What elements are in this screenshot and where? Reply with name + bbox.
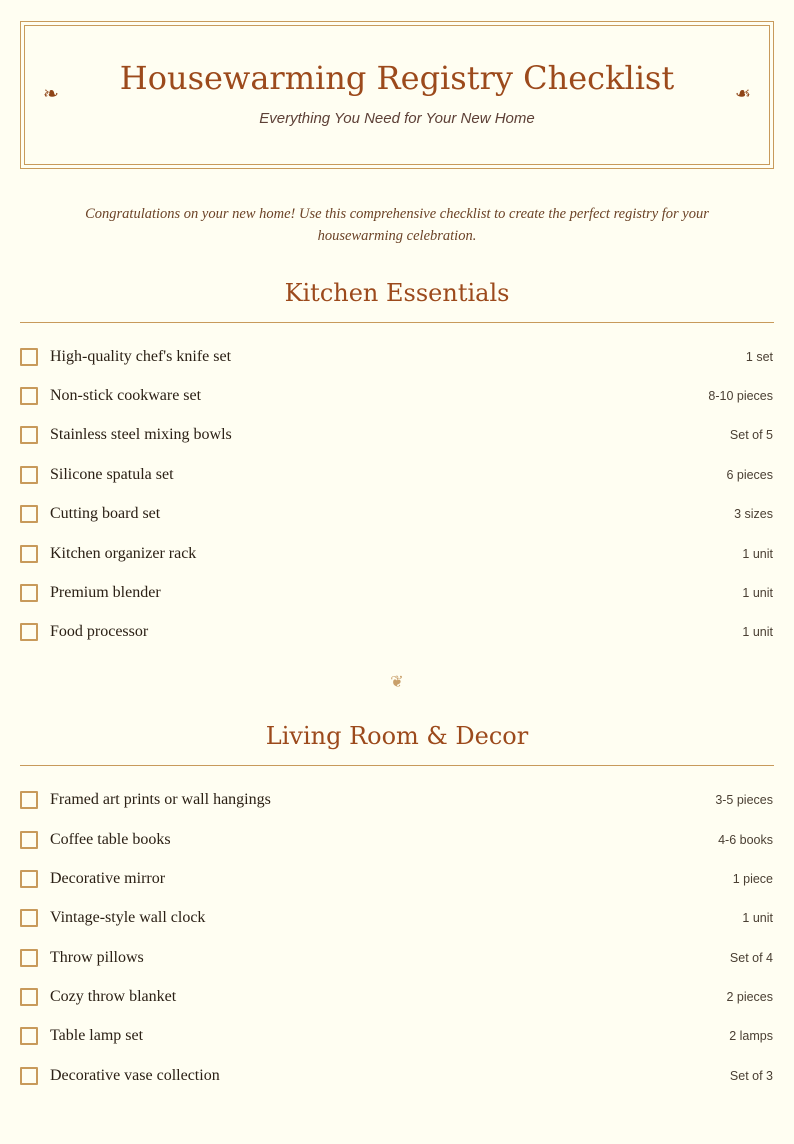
item-checkbox[interactable] <box>20 949 38 967</box>
floral-heart-icon: ❧ <box>43 83 59 105</box>
item-label: Throw pillows <box>50 948 144 966</box>
list-item <box>20 1066 774 1086</box>
item-label: Vintage-style wall clock <box>50 909 206 927</box>
intro-paragraph: Congratulations on your new home! Use this comprehensive checklist to create the perfect registry for your housewarming celebration. <box>85 205 709 244</box>
item-label: Non-stick cookware set <box>50 386 202 404</box>
item-label: Cutting board set <box>50 505 161 523</box>
item-label: Food processor <box>50 623 149 641</box>
section <box>20 722 774 1086</box>
list-item <box>20 347 774 367</box>
list-item <box>20 790 774 810</box>
list-item <box>20 987 774 1007</box>
item-checkbox[interactable] <box>20 348 38 366</box>
item-checkbox[interactable] <box>20 909 38 927</box>
list-item <box>20 425 774 445</box>
list-item <box>20 583 774 603</box>
list-item <box>20 830 774 850</box>
item-label: Table lamp set <box>50 1027 144 1045</box>
item-label: High-quality chef's knife set <box>50 347 232 365</box>
list-item <box>20 948 774 968</box>
item-checkbox[interactable] <box>20 426 38 444</box>
item-checkbox[interactable] <box>20 545 38 563</box>
item-checkbox[interactable] <box>20 870 38 888</box>
item-quantity: Set of 3 <box>729 1068 773 1083</box>
item-checkbox[interactable] <box>20 1027 38 1045</box>
item-label: Kitchen organizer rack <box>50 544 197 562</box>
item-quantity: 8-10 pieces <box>708 388 773 403</box>
floral-heart-icon: ❧ <box>735 83 751 105</box>
item-checkbox[interactable] <box>20 988 38 1006</box>
item-label: Framed art prints or wall hangings <box>50 791 271 809</box>
section-rule <box>20 322 774 323</box>
list-item <box>20 544 774 564</box>
item-label: Premium blender <box>50 583 161 601</box>
item-checkbox[interactable] <box>20 791 38 809</box>
item-quantity: 2 pieces <box>726 990 773 1005</box>
item-label: Decorative mirror <box>50 869 166 887</box>
list-item <box>20 908 774 928</box>
item-quantity: 3 sizes <box>734 507 773 522</box>
item-quantity: 6 pieces <box>726 467 773 482</box>
item-label: Decorative vase collection <box>50 1066 220 1084</box>
list-item <box>20 386 774 406</box>
list-item <box>20 465 774 485</box>
item-checkbox[interactable] <box>20 623 38 641</box>
item-quantity: Set of 5 <box>729 428 773 443</box>
item-quantity: 1 unit <box>742 911 773 926</box>
item-quantity: 1 unit <box>742 546 773 561</box>
item-quantity: Set of 4 <box>729 950 773 965</box>
item-checkbox[interactable] <box>20 1067 38 1085</box>
list-item <box>20 622 774 642</box>
page <box>0 21 794 1086</box>
item-checkbox[interactable] <box>20 831 38 849</box>
section-divider-icon: ❦ <box>390 672 404 692</box>
item-quantity: 1 piece <box>732 871 773 886</box>
header-banner-inner <box>24 25 770 165</box>
item-label: Silicone spatula set <box>50 465 174 483</box>
section-rule <box>20 765 774 766</box>
item-list <box>20 347 774 643</box>
section <box>20 279 774 643</box>
item-checkbox[interactable] <box>20 466 38 484</box>
item-checkbox[interactable] <box>20 584 38 602</box>
checklist <box>20 279 774 1086</box>
item-quantity: 1 unit <box>742 585 773 600</box>
item-quantity: 1 set <box>745 349 773 364</box>
item-label: Cozy throw blanket <box>50 988 177 1006</box>
item-quantity: 3-5 pieces <box>715 793 773 808</box>
item-checkbox[interactable] <box>20 505 38 523</box>
section-title: Kitchen Essentials <box>284 278 510 307</box>
item-label: Coffee table books <box>50 830 171 848</box>
item-quantity: 1 unit <box>742 625 773 640</box>
list-item <box>20 504 774 524</box>
page-subtitle: Everything You Need for Your New Home <box>259 109 535 127</box>
page-title: Housewarming Registry Checklist <box>119 59 675 97</box>
list-item <box>20 1026 774 1046</box>
item-checkbox[interactable] <box>20 387 38 405</box>
list-item <box>20 869 774 889</box>
section-title: Living Room & Decor <box>265 722 529 751</box>
item-label: Stainless steel mixing bowls <box>50 426 232 444</box>
item-list <box>20 790 774 1086</box>
item-quantity: 4-6 books <box>718 832 773 847</box>
header-banner <box>20 21 774 169</box>
item-quantity: 2 lamps <box>729 1029 773 1044</box>
